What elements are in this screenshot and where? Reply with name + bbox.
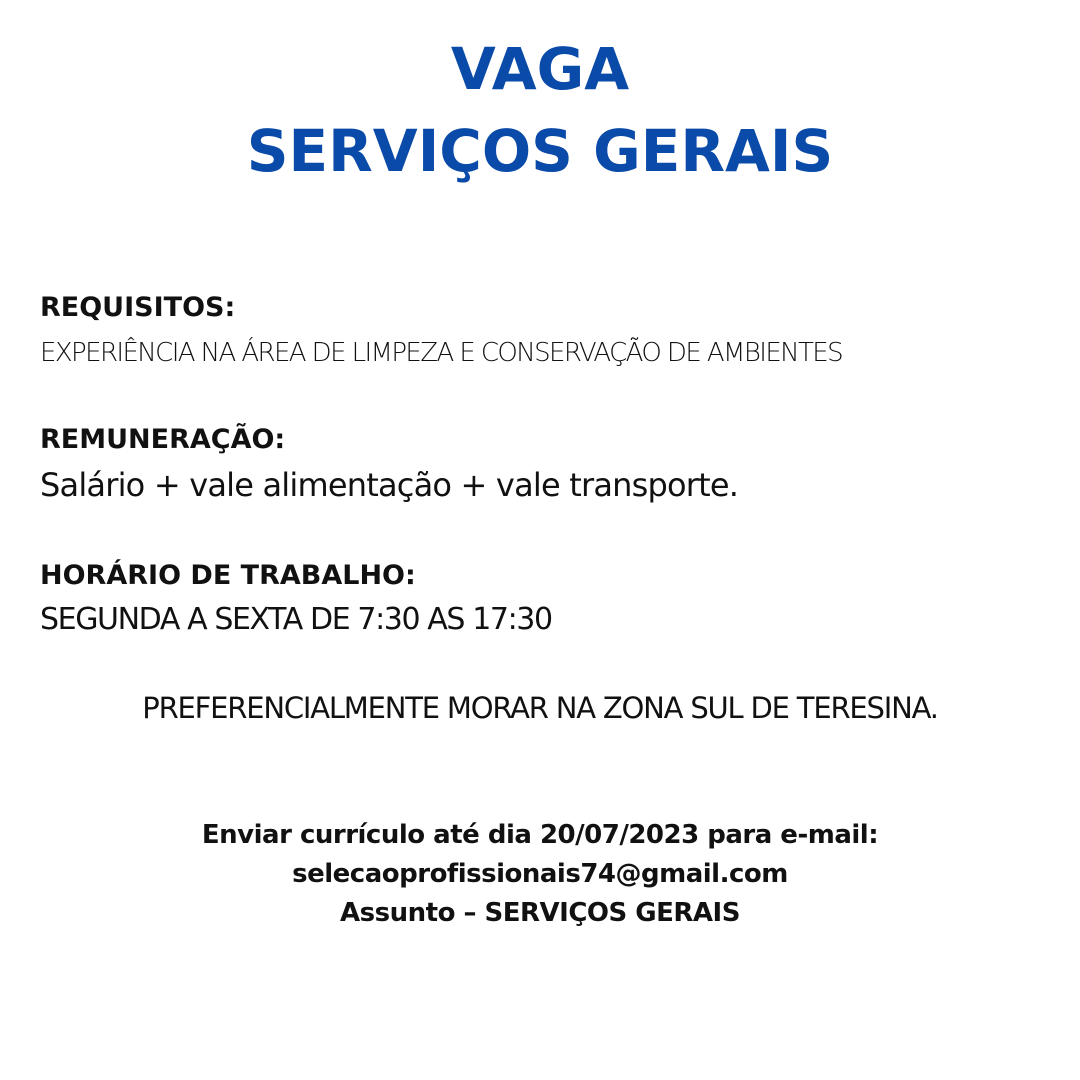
title-vaga: VAGA [450, 35, 630, 103]
contact-email[interactable]: selecaoprofissionais74@gmail.com [292, 859, 788, 889]
location-preference: PREFERENCIALMENTE MORAR NA ZONA SUL DE TERESINA. [142, 691, 938, 725]
remuneracao-section [40, 424, 1050, 504]
contact-instruction: Enviar currículo até dia 20/07/2023 para e-mail: [201, 820, 879, 850]
remuneracao-text: Salário + vale alimentação + vale transporte. [40, 466, 739, 504]
remuneracao-heading: REMUNERAÇÃO: [40, 424, 286, 455]
contact-block [0, 822, 1080, 939]
requisitos-section [40, 294, 1050, 366]
horario-heading: HORÁRIO DE TRABALHO: [40, 560, 416, 591]
horario-section [40, 562, 1050, 635]
contact-subject: Assunto – SERVIÇOS GERAIS [340, 898, 740, 928]
title-servicos-gerais: SERVIÇOS GERAIS [246, 117, 834, 185]
requisitos-heading: REQUISITOS: [40, 292, 236, 323]
horario-text: SEGUNDA A SEXTA DE 7:30 AS 17:30 [40, 602, 552, 637]
requisitos-text: EXPERIÊNCIA NA ÁREA DE LIMPEZA E CONSERVAÇÃO DE AMBIENTES [40, 338, 843, 368]
